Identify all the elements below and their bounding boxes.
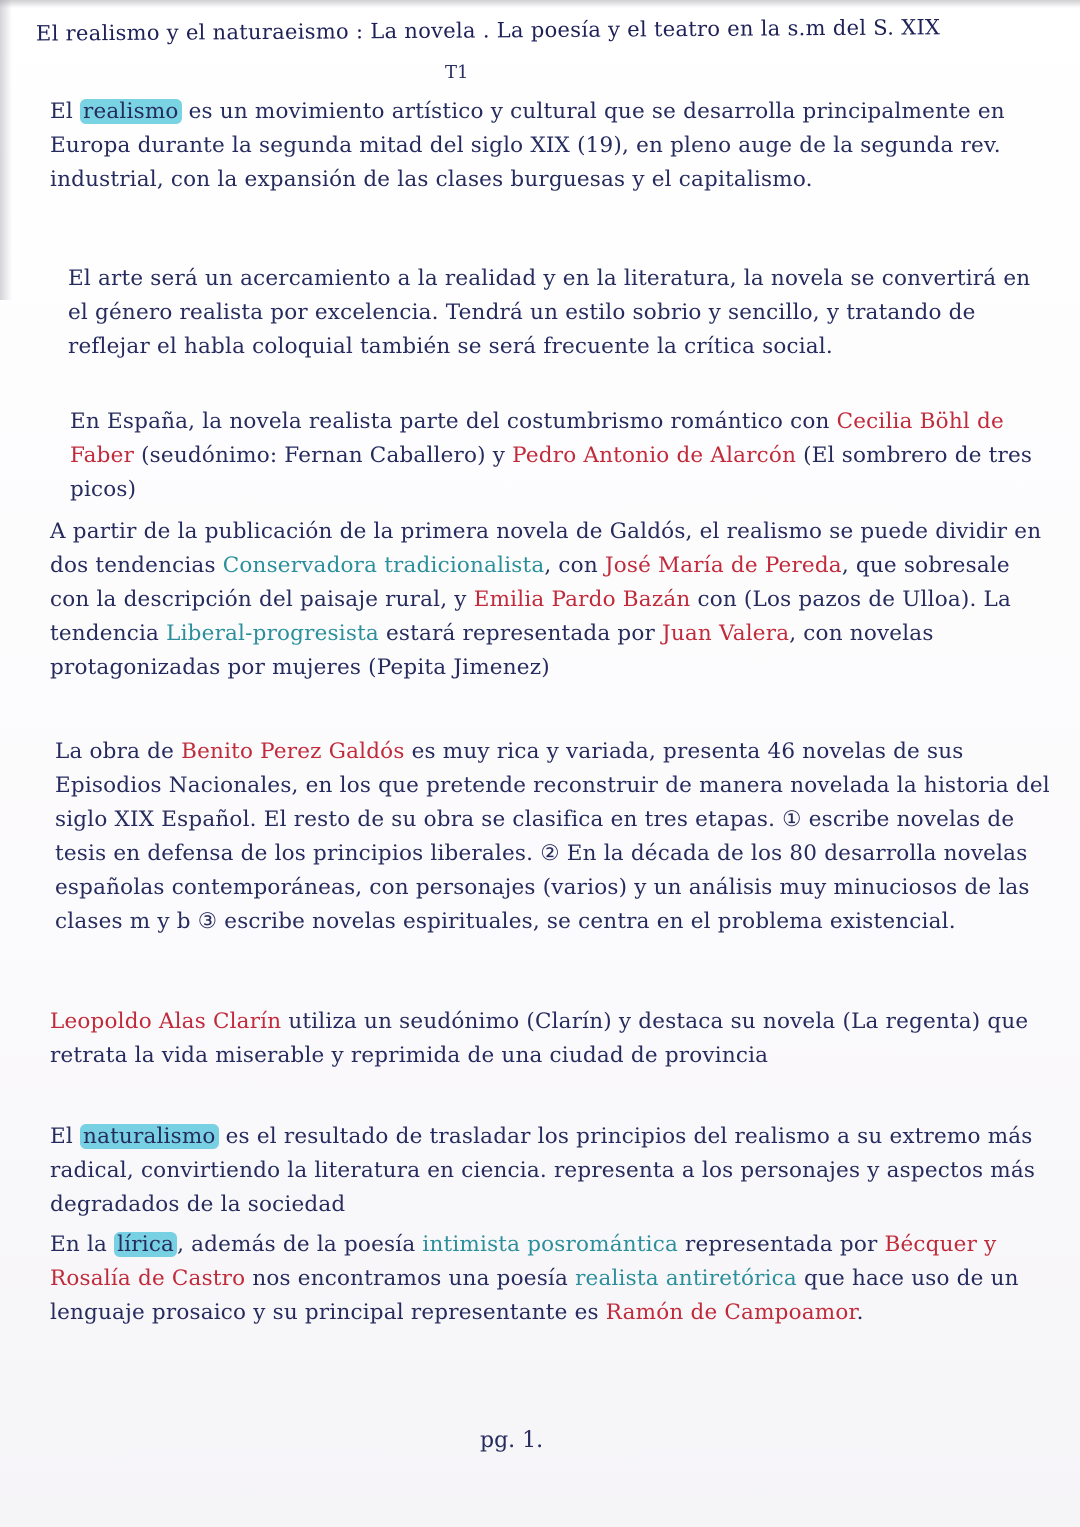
author-name: Leopoldo Alas Clarín <box>50 1009 282 1034</box>
author-name: Benito Perez Galdós <box>181 739 405 764</box>
page-left-shadow <box>0 0 12 300</box>
author-name: José María de Pereda <box>604 553 842 578</box>
page-top-shadow <box>0 0 1080 8</box>
poetry-type-label: intimista posromántica <box>422 1232 678 1257</box>
paragraph-naturalismo: El naturalismo es el resultado de trasladar los principios del realismo a su extremo más radical, convirtiendo la literatura en ciencia. representa a los personajes y aspectos más degradados de la sociedad <box>50 1124 1036 1217</box>
page-subtitle: T1 <box>445 62 469 83</box>
highlight-naturalismo: naturalismo <box>80 1124 219 1149</box>
paragraph-tendencias: A partir de la publicación de la primera novela de Galdós, el realismo se puede dividir en dos tendencias Conservadora tradicionalista, con José María de Pereda, que sobresale con la descripción del paisaje rural, y Emilia Pardo Bazán con (Los pazos de Ulloa). La tendencia Liberal-progresista estará representada por Juan Valera, con novelas protagonizadas por mujeres (Pepita Jimenez) <box>50 519 1042 680</box>
paragraph-arte: El arte será un acercamiento a la realidad y en la literatura, la novela se convertirá en el género realista por excelencia. Tendrá un estilo sobrio y sencillo, y tratando de reflejar el habla coloquial también se será frecuente la crítica social. <box>68 266 1031 359</box>
paragraph-lirica: En la lírica , además de la poesía intimista posromántica representada por Bécquer y Rosalía de Castro nos encontramos una poesía realista antiretórica que hace uso de un lenguaje prosaico y su principal representante es Ramón de Campoamor. <box>50 1232 1019 1325</box>
poetry-type-label: realista antiretórica <box>575 1266 797 1291</box>
highlight-realismo: realismo <box>80 99 182 124</box>
author-name: Bécquer y Rosalía de Castro <box>50 1232 997 1291</box>
tendency-label: Conservadora tradicionalista <box>222 553 545 578</box>
highlight-lirica: lírica <box>114 1232 177 1257</box>
page-title: El realismo y el naturaeismo : La novela . La poesía y el teatro en la s.m del S. XIX <box>35 15 941 46</box>
paragraph-realismo: El realismo es un movimiento artístico y cultural que se desarrolla principalmente en Europa durante la segunda mitad del siglo XIX (19), en pleno auge de la segunda rev. industrial, con la expansión de las clases burguesas y el capitalismo. <box>50 99 1005 192</box>
author-name: Emilia Pardo Bazán <box>473 587 691 612</box>
page-number: pg. 1. <box>480 1428 544 1453</box>
paragraph-espana: En España, la novela realista parte del costumbrismo romántico con Cecilia Böhl de Faber (seudónimo: Fernan Caballero) y Pedro Antonio de Alarcón (El sombrero de tres picos) <box>70 409 1033 502</box>
author-name: Cecilia Böhl de Faber <box>70 409 1004 468</box>
paragraph-galdos: La obra de Benito Perez Galdós es muy rica y variada, presenta 46 novelas de sus Episodios Nacionales, en los que pretende reconstruir de manera novelada la historia del siglo XIX Español. El resto de su obra se clasifica en tres etapas. ① escribe novelas de tesis en defensa de los principios liberales. ② En la década de los 80 desarrolla novelas españolas contemporáneas, con personajes (varios) y un análisis muy minuciosos de las clases m y b ③ escribe novelas espirituales, se centra en el problema existencial. <box>55 739 1050 934</box>
author-name: Ramón de Campoamor <box>605 1300 857 1325</box>
author-name: Juan Valera <box>662 621 790 646</box>
tendency-label: Liberal-progresista <box>166 621 379 646</box>
paragraph-clarin: Leopoldo Alas Clarín utiliza un seudónimo (Clarín) y destaca su novela (La regenta) que retrata la vida miserable y reprimida de una ciudad de provincia <box>50 1009 1029 1068</box>
author-name: Pedro Antonio de Alarcón <box>512 443 797 468</box>
